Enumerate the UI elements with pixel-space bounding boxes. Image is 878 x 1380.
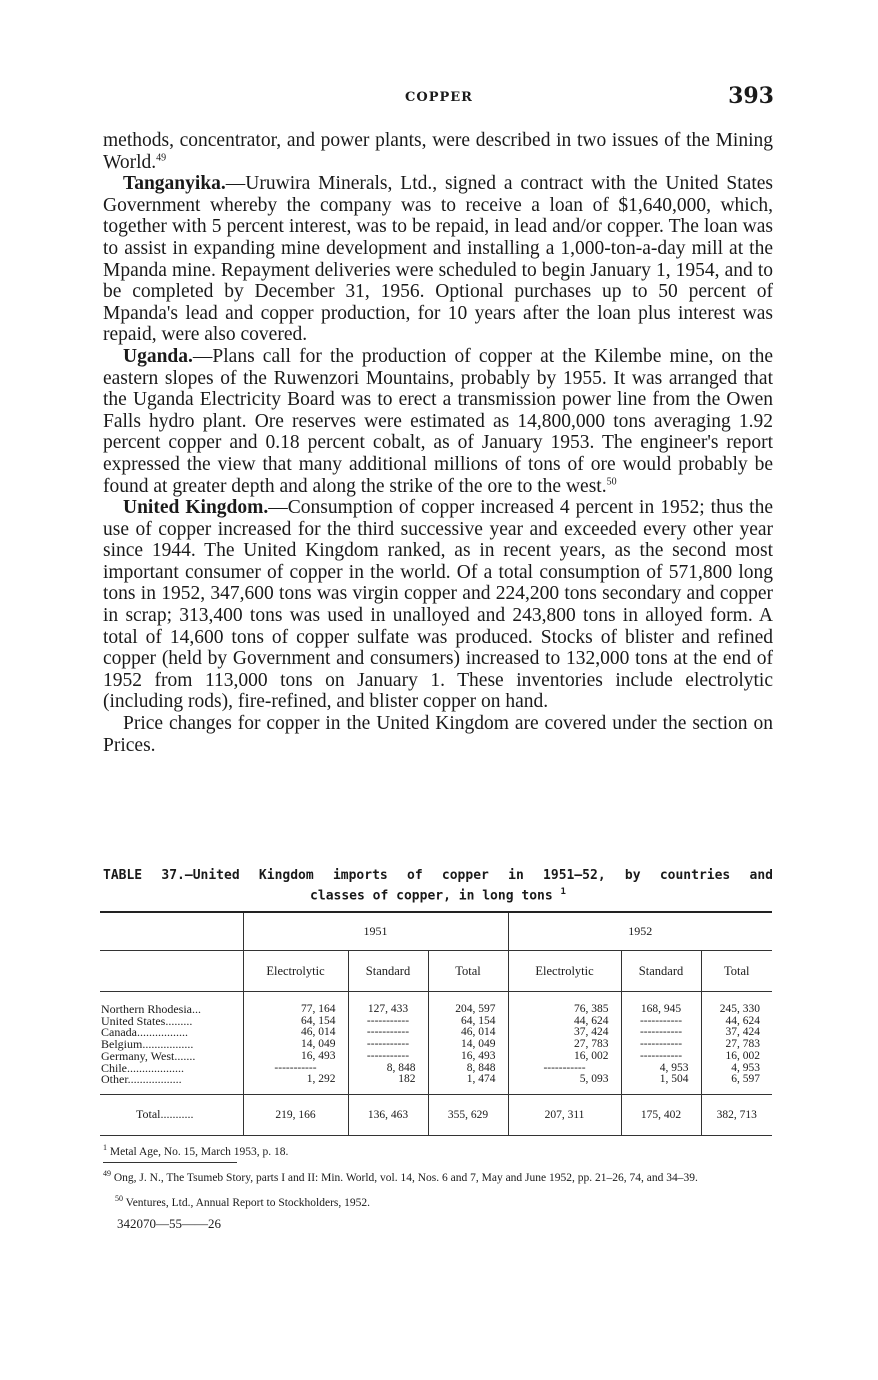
table-cell: 44, 624	[701, 1016, 772, 1028]
row-label: Belgium.................	[101, 1039, 194, 1051]
table-cell: 46, 014	[243, 1027, 348, 1039]
footnote-divider	[103, 1162, 237, 1163]
table-cell: 245, 330	[701, 992, 772, 1016]
table-cell: 168, 945	[621, 992, 701, 1016]
row-label: Germany, West.......	[101, 1050, 196, 1063]
table-cell: 204, 597	[428, 992, 508, 1016]
row-label: United States.........	[101, 1015, 193, 1028]
paragraph-mining-world: methods, concentrator, and power plants, were described in two issues of the Mining World.$^{49}$	[103, 130, 773, 173]
table-cell: 64, 154	[243, 1016, 348, 1028]
col-header: Standard	[348, 951, 428, 992]
col-header: Total	[701, 951, 772, 992]
body-text	[103, 130, 773, 756]
table-cell-total: 175, 402	[621, 1094, 701, 1135]
table-cell-dash: -----------	[621, 1039, 701, 1051]
table-cell: 1, 292	[243, 1074, 348, 1094]
table-cell: 16, 002	[508, 1051, 621, 1063]
table-cell: 27, 783	[508, 1039, 621, 1051]
table-cell: 16, 493	[243, 1051, 348, 1063]
table-cell: 16, 493	[428, 1051, 508, 1063]
col-header: Electrolytic	[243, 951, 348, 992]
footnote-ref-49[interactable]: 49	[156, 152, 167, 164]
table-cell-dash: -----------	[243, 1063, 348, 1075]
table-cell-dash: -----------	[348, 1051, 428, 1063]
section-lead-united-kingdom: United Kingdom.	[123, 497, 269, 519]
table-cell-dash: -----------	[348, 1027, 428, 1039]
running-head: COPPER	[405, 90, 473, 105]
table-cell: 64, 154	[428, 1016, 508, 1028]
table-cell: 37, 424	[701, 1027, 772, 1039]
table-cell: 44, 624	[508, 1016, 621, 1028]
table-cell-total: 382, 713	[701, 1094, 772, 1135]
footnote-ref-1[interactable]: 1	[560, 887, 566, 897]
table-cell: 127, 433	[348, 992, 428, 1016]
year-header-1951: 1951	[243, 912, 508, 951]
table-row-total	[100, 1094, 772, 1135]
table-caption: TABLE 37.—United Kingdom imports of copper in 1951–52, by countries and classes of copper, in long tons $^1$	[103, 868, 773, 904]
stub-header	[100, 912, 243, 951]
table-cell-total: 355, 629	[428, 1094, 508, 1135]
table-cell: 14, 049	[428, 1039, 508, 1051]
table-cell: 8, 848	[428, 1063, 508, 1075]
table-cell-total: 207, 311	[508, 1094, 621, 1135]
table-cell: 16, 002	[701, 1051, 772, 1063]
table-row	[100, 1051, 772, 1063]
table-cell-dash: -----------	[348, 1016, 428, 1028]
table-row	[100, 992, 772, 1016]
table-cell: 76, 385	[508, 992, 621, 1016]
row-label-total: Total...........	[100, 1094, 243, 1135]
table-cell: 5, 093	[508, 1074, 621, 1094]
table-cell-dash: -----------	[508, 1063, 621, 1075]
table-cell: 46, 014	[428, 1027, 508, 1039]
row-label: Northern Rhodesia...	[101, 1002, 201, 1016]
table-cell: 77, 164	[243, 992, 348, 1016]
col-header: Electrolytic	[508, 951, 621, 992]
col-header: Standard	[621, 951, 701, 992]
section-lead-tanganyika: Tanganyika.	[123, 173, 226, 195]
table-cell-dash: -----------	[621, 1051, 701, 1063]
table-cell-dash: -----------	[348, 1039, 428, 1051]
row-label: Other..................	[101, 1074, 182, 1087]
footnote-50: $^{50}$ Ventures, Ltd., Annual Report to Stockholders, 1952.	[115, 1194, 371, 1209]
paragraph-united-kingdom: United Kingdom.—Consumption of copper increased 4 percent in 1952; thus the use of copper increased for the third successive year and exceeded every other year since 1944. The United Kingdom ranked, as in recent years, as the second most important consumer of copper in the world. Of a total consumption of 571,800 long tons in 1952, 347,600 tons was virgin copper and 224,200 tons secondary and copper in scrap; 313,400 tons was used in unalloyed and 243,800 tons in alloyed form. A total of 14,600 tons of copper sulfate was produced. Stocks of blister and refined copper (held by Government and consumers) increased to 132,000 tons at the end of 1952 from 113,000 tons on January 1. These inventories include electrolytic (including rods), fire-refined, and blister copper on hand.	[103, 497, 774, 713]
page-number: 393	[728, 83, 774, 109]
table-row	[100, 1074, 772, 1094]
table-cell: 1, 474	[428, 1074, 508, 1094]
paragraph-tanganyika: Tanganyika.—Uruwira Minerals, Ltd., signed a contract with the United States Government whereby the company was to receive a loan of $1,640,000, which, together with 5 percent interest, was to be repaid, in lead and/or copper. The loan was to assist in expanding mine development and installing a 1,000-ton-a-day mill at the Mpanda mine. Repayment deliveries were scheduled to begin January 1, 1954, and to be completed by December 31, 1956. Optional purchases up to 50 percent of Mpanda's lead and copper production, for 10 years after the loan plus interest was repaid, were also covered.	[103, 173, 773, 346]
paragraph-uganda: Uganda.—Plans call for the production of copper at the Kilembe mine, on the eastern slopes of the Ruwenzori Mountains, probably by 1955. It was arranged that the Uganda Electricity Board was to erect a transmission power line from the Owen Falls hydro plant. Ore reserves were estimated as 14,800,000 tons averaging 1.92 percent copper and 0.18 percent cobalt, as of January 1953. The engineer's report expressed the view that many additional millions of tons of ore would probably be found at greater depth and along the strike of the ore to the west.$^{50}$	[103, 345, 773, 497]
footnote-1: $^1$ Metal Age, No. 15, March 1953, p. 18.	[103, 1143, 289, 1158]
table-cell: 37, 424	[508, 1027, 621, 1039]
paragraph-prices: Price changes for copper in the United Kingdom are covered under the section on Prices.	[103, 713, 773, 756]
footnote-49: $^{49}$ Ong, J. N., The Tsumeb Story, parts I and II: Min. World, vol. 14, Nos. 6 and 7, May and June 1952, pp. 21–26, 74, and 34–39.	[103, 1169, 698, 1184]
table-cell: 8, 848	[348, 1063, 428, 1075]
table-cell-total: 219, 166	[243, 1094, 348, 1135]
stub-header-blank	[100, 951, 243, 992]
footnote-ref-50[interactable]: 50	[606, 476, 617, 487]
imports-table	[100, 911, 772, 1136]
table-cell-total: 136, 463	[348, 1094, 428, 1135]
table-cell: 1, 504	[621, 1074, 701, 1094]
row-label: Canada.................	[101, 1027, 188, 1040]
table-cell: 4, 953	[621, 1063, 701, 1075]
table-cell-dash: -----------	[621, 1016, 701, 1028]
table-cell: 14, 049	[243, 1039, 348, 1051]
col-header: Total	[428, 951, 508, 992]
row-label: Chile...................	[101, 1062, 184, 1075]
table-cell: 182	[348, 1074, 428, 1094]
table-cell: 6, 597	[701, 1074, 772, 1094]
year-header-1952: 1952	[508, 912, 772, 951]
table-cell: 27, 783	[701, 1039, 772, 1051]
section-lead-uganda: Uganda.	[123, 345, 193, 367]
table-cell-dash: -----------	[621, 1027, 701, 1039]
table-cell: 4, 953	[701, 1063, 772, 1075]
printer-imprint: 342070—55——26	[117, 1216, 221, 1231]
